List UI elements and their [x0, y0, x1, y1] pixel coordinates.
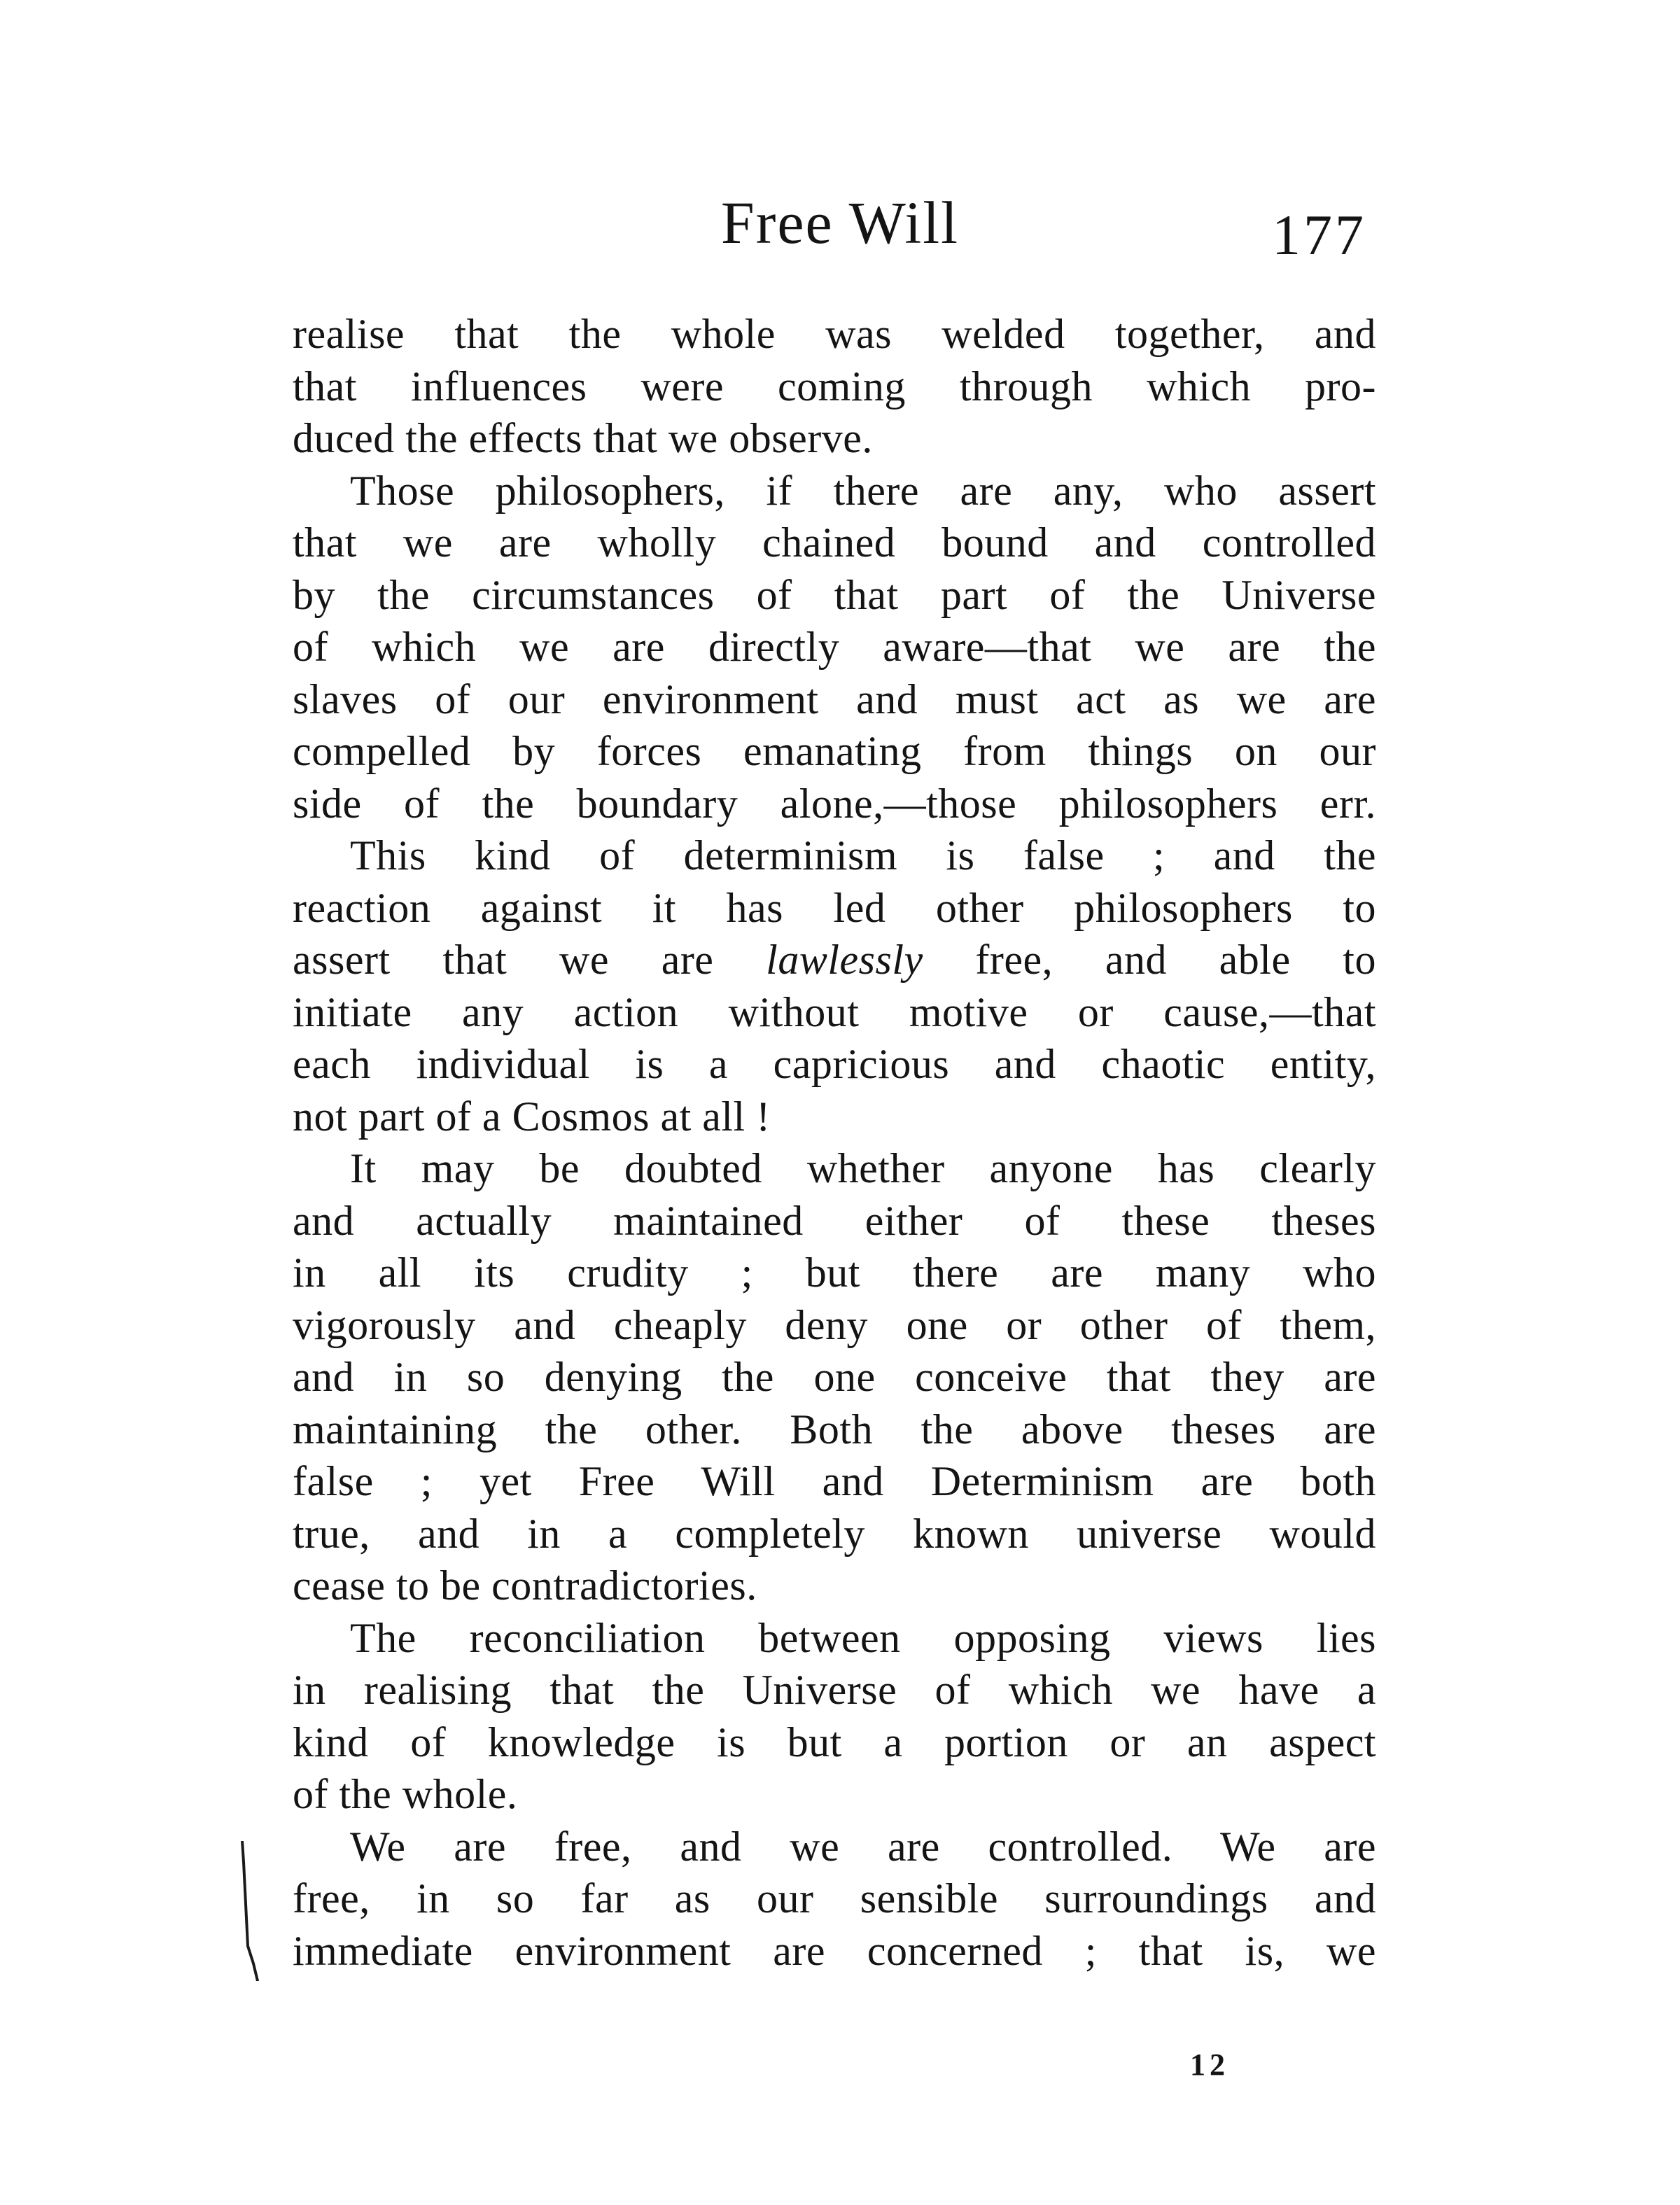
margin-pencil-mark [237, 1841, 265, 1981]
text-line: slaves of our environment and must act as we are [293, 676, 1376, 722]
text-line: maintaining the other. Both the above theses are [293, 1406, 1376, 1452]
text-fragment: assert that we are [293, 937, 766, 983]
text-line: duced the effects that we observe. [293, 415, 873, 461]
italic-word: lawlessly [766, 937, 923, 983]
text-fragment: free, and able to [923, 937, 1376, 983]
page-number: 177 [1272, 203, 1366, 267]
text-line: compelled by forces emanating from things on our [293, 728, 1376, 774]
text-line: by the circumstances of that part of the Universe [293, 571, 1376, 618]
text-line: initiate any action without motive or cause,—that [293, 988, 1376, 1035]
body-text [293, 308, 1376, 1977]
text-line: vigorously and cheaply deny one or other of them, [293, 1301, 1376, 1348]
text-line: side of the boundary alone,—those philosophers err. [293, 780, 1376, 827]
text-line: each individual is a capricious and chaotic entity, [293, 1041, 1376, 1087]
text-line: This kind of determinism is false ; and the [350, 832, 1376, 878]
text-line: We are free, and we are controlled. We are [350, 1823, 1376, 1870]
text-line: cease to be contradictories. [293, 1562, 757, 1609]
text-line [293, 934, 1376, 986]
text-line: of the whole. [293, 1771, 518, 1817]
text-line: reaction against it has led other philosophers to [293, 884, 1376, 931]
text-line: in all its crudity ; but there are many who [293, 1250, 1376, 1296]
signature-mark: 12 [1190, 2047, 1229, 2082]
text-line: and in so denying the one conceive that they are [293, 1354, 1376, 1400]
text-line: immediate environment are concerned ; that is, we [293, 1927, 1376, 1974]
text-line: Those philosophers, if there are any, who assert [350, 467, 1376, 514]
text-line: that we are wholly chained bound and controlled [293, 519, 1376, 566]
running-title: Free Will [720, 189, 960, 256]
text-line: free, in so far as our sensible surroundings and [293, 1875, 1376, 1921]
text-line: false ; yet Free Will and Determinism are both [293, 1458, 1376, 1504]
text-line: The reconciliation between opposing views lies [350, 1614, 1376, 1661]
text-line: that influences were coming through which pro- [293, 363, 1376, 410]
text-line: in realising that the Universe of which we have a [293, 1667, 1376, 1713]
text-line: of which we are directly aware—that we are the [293, 624, 1376, 670]
text-line: realise that the whole was welded together, and [293, 311, 1376, 357]
text-line: It may be doubted whether anyone has clearly [350, 1145, 1376, 1191]
text-line: not part of a Cosmos at all ! [293, 1093, 771, 1140]
text-line: true, and in a completely known universe would [293, 1510, 1376, 1557]
text-line: kind of knowledge is but a portion or an aspect [293, 1718, 1376, 1765]
text-line: and actually maintained either of these theses [293, 1197, 1376, 1244]
